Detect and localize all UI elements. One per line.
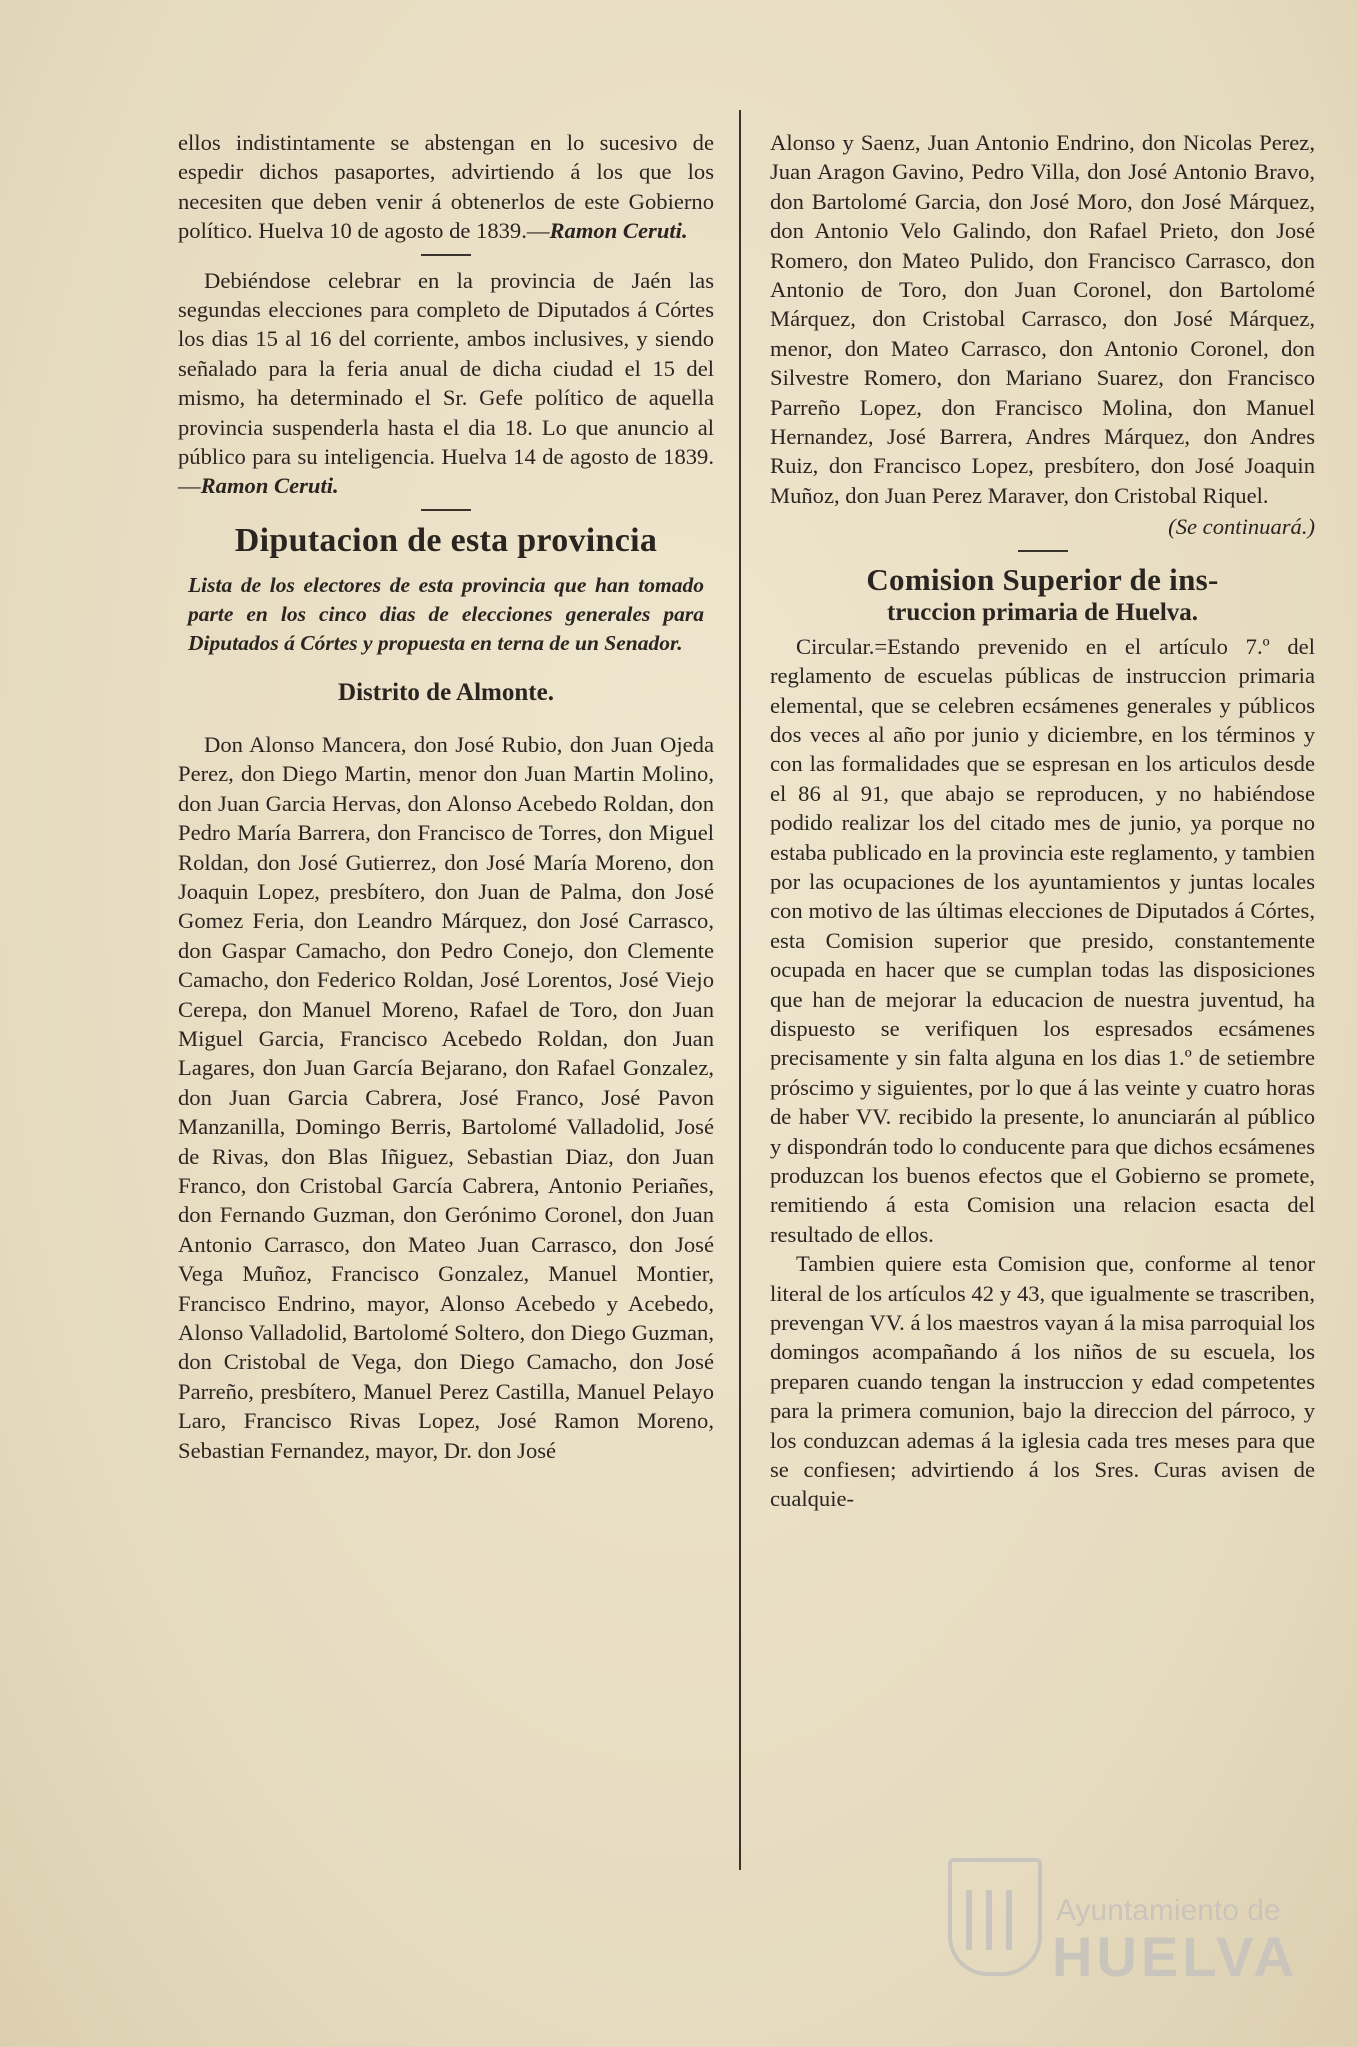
electors-list: Don Alonso Mancera, don José Rubio, don Juan Ojeda Perez, don Diego Martin, menor don Juan Martin Molino, don Juan Garcia Hervas, don Alonso Acebedo Roldan, don Pedro María Barrera, don Francisco de Torres, don Miguel Roldan, don José Gutierrez, don José María Moreno, don Joaquin Lopez, presbítero, don Juan de Palma, don José Gomez Feria, don Leandro Márquez, don José Carrasco, don Gaspar Camacho, don Pedro Conejo, don Clemente Camacho, don Federico Roldan, José Lorentos, José Viejo Cerepa, don Manuel Moreno, Rafael de Toro, don Juan Miguel Garcia, Francisco Acebedo Roldan, don Juan Lagares, don Juan García Bejarano, don Rafael Gonzalez, don Juan Garcia Cabrera, José Franco, José Pavon Manzanilla, Domingo Berris, Bartolomé Valladolid, José de Rivas, don Blas Iñiguez, Sebastian Diaz, don Juan Franco, don Cristobal García Cabrera, Antonio Periañes, don Fernando Guzman, don Gerónimo Coronel, don Juan Antonio Carrasco, don Mateo Juan Carrasco, don José Vega Muñoz, Francisco Gonzalez, Manuel Montier, Francisco Endrino, mayor, Alonso Acebedo y Acebedo, Alonso Valladolid, Bartolomé Soltero, don Diego Guzman, don Cristobal de Vega, don Diego Camacho, don José Parreño, presbítero, Manuel Perez Castilla, Manuel Pelayo Laro, Francisco Rivas Lopez, José Ramon Moreno, Sebastian Fernandez, mayor, Dr. don José — [178, 731, 714, 1463]
separator-rule — [421, 254, 471, 256]
section-subheader-comision: truccion primaria de Huelva. — [886, 598, 1199, 626]
notice-passports — [178, 128, 714, 246]
ayuntamiento-watermark — [948, 1858, 1298, 2018]
separator-rule — [421, 509, 471, 511]
district-heading: Distrito de Almonte. — [338, 678, 554, 706]
circular-text: Circular.=Estando prevenido en el artículo 7.º del reglamento de escuelas públicas de instruccion primaria elemental, que se celebren ecsámenes generales y públicos dos veces al año por junio y diciembre, en los términos y con las formalidades que se espresan en los articulos desde el 86 al 91, que abajo se reproducen, y no habiéndose podido realizar los del citado mes de junio, ya porque no estaba publicado en la provincia este reglamento, y tambien por las ocupaciones de los ayuntamientos y juntas locales con motivo de las últimas elecciones de Diputados á Córtes, esta Comision superior que presido, constantemente ocupada en hacer que se cumplan todas las disposiciones que han de mejorar la educacion de nuestra juventud, ha dispuesto se verifiquen los espresados ecsámenes precisamente y sin falta alguna en los dias 1.º de setiembre próscimo y siguientes, por lo que á las veinte y cuatro horas de haber VV. recibido la presente, lo anunciarán al público y dispondrán todo lo conducente para que dichos ecsámenes produzcan los buenos efectos que el Gobierno se promete, remitiendo á esta Comision una relacion esacta del resultado de ellos. — [770, 633, 1315, 1247]
notice-jaen-elections — [178, 266, 714, 501]
shield-icon — [948, 1858, 1042, 1976]
notice-jaen-text: Debiéndose celebrar en la provincia de Jaén las segundas elecciones para completo de Diputados á Córtes los dias 15 al 16 del corriente, ambos inclusives, y siendo señalado para la feria anual de dicha ciudad el 15 del mismo, ha determinado el Sr. Gefe político de aquella provincia suspenderla hasta el dia 18. Lo que anuncio al público para su inteligencia. Huelva 14 de agosto de 1839.— — [178, 267, 714, 499]
tambien-text: Tambien quiere esta Comision que, conforme al tenor literal de los artículos 42 y 43, que igualmente se trascriben, prevengan VV. á los maestros vayan á la misa parroquial los domingos acompañando á los niños de su escuela, los preparen cuando tengan la instruccion y edad competentes para la primera comunion, bajo la direccion del párroco, y los conduzcan ademas á la iglesia cada tres meses para que se confiesen; advirtiendo á los Sres. Curas avisen de cualquie- — [770, 1251, 1315, 1512]
left-column — [178, 128, 714, 1465]
electors-list-intro — [178, 571, 714, 658]
watermark-line1: Ayuntamiento de — [1056, 1894, 1281, 1927]
notice-passports-text: ellos indistintamente se abstengan en lo sucesivo de espedir dichos pasaportes, advirtiendo á los que los necesiten que deben venir á obtenerlos de este Gobierno político. Huelva 10 de agosto de 1839.— — [178, 130, 714, 244]
separator-rule — [1018, 550, 1068, 552]
signature-ceruti-1: Ramon Ceruti. — [549, 218, 688, 244]
electors-list-continued: Alonso y Saenz, Juan Antonio Endrino, don Nicolas Perez, Juan Aragon Gavino, Pedro Villa, don José Antonio Bravo, don Bartolomé Garcia, don José Moro, don José Márquez, don Antonio Velo Galindo, don Rafael Prieto, don José Romero, don Mateo Pulido, don Francisco Carrasco, don Antonio de Toro, don Juan Coronel, don Bartolomé Márquez, don Cristobal Carrasco, don José Márquez, menor, don Mateo Carrasco, don Antonio Coronel, don Silvestre Romero, don Mariano Suarez, don Francisco Parreño Lopez, don Francisco Molina, don Manuel Hernandez, José Barrera, Andres Márquez, don Andres Ruiz, don Francisco Lopez, presbítero, don José Joaquin Muñoz, don Juan Perez Maraver, don Cristobal Riquel. — [770, 130, 1315, 508]
section-header-diputacion: Diputacion de esta provincia — [234, 521, 658, 559]
watermark-line2: HUELVA — [1052, 1925, 1298, 1988]
electors-list-intro-text: Lista de los electores de esta provincia que han tomado parte en los cinco dias de elecciones generales para Diputados á Córtes y propuesta en terna de un Senador. — [188, 572, 704, 655]
continued-note: (Se continuará.) — [1168, 514, 1315, 540]
signature-ceruti-2: Ramon Ceruti. — [200, 473, 339, 499]
right-column — [770, 128, 1315, 1514]
section-header-comision: Comision Superior de ins- — [866, 561, 1219, 597]
column-divider — [739, 110, 741, 1870]
